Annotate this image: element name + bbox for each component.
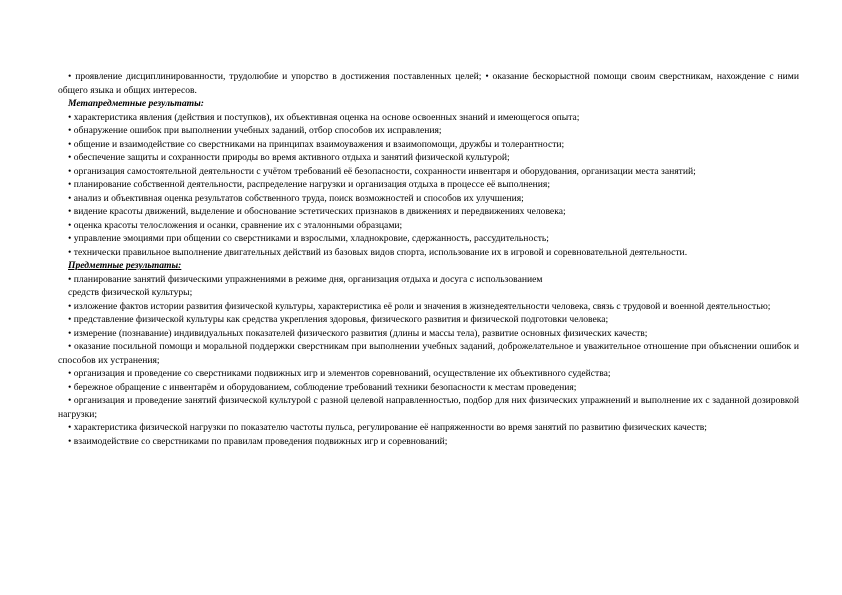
list-item: • представление физической культуры как средства укрепления здоровья, физического развития и физической подготовки человека; — [68, 314, 609, 325]
list-item: • анализ и объективная оценка результатов собственного труда, поиск возможностей и способов их улучшения; — [68, 192, 524, 204]
list-item: • оказание посильной помощи и моральной поддержки сверстникам при выполнении учебных заданий, доброжелательное и уважительное отношение при объяснении ошибок и способов их устранения; — [58, 341, 799, 366]
list-item: • бережное обращение с инвентарём и оборудованием, соблюдение требований техники безопасности к местам проведения; — [68, 381, 577, 393]
list-item: • оценка красоты телосложения и осанки, сравнение их с эталонными образцами; — [68, 219, 403, 231]
list-item: • организация и проведение занятий физической культурой с разной целевой направленностью, подбор для них физических упражнений и выполнение их с заданной дозировкой нагрузки; — [58, 395, 799, 420]
list-item: • технически правильное выполнение двигательных действий из базовых видов спорта, использование их в игровой и соревновательной деятельности. — [68, 246, 688, 258]
list-item: • организация самостоятельной деятельности с учётом требований её безопасности, сохранности инвентаря и оборудования, организации места занятий; — [68, 165, 696, 177]
list-item: • измерение (познавание) индивидуальных показателей физического развития (длины и массы тела), развитие основных физических качеств; — [68, 327, 648, 339]
list-item: • видение красоты движений, выделение и обоснование эстетических признаков в движениях и передвижениях человека; — [68, 206, 566, 217]
meta-results-heading: Метапредметные результаты: — [68, 98, 204, 109]
intro-paragraph: • проявление дисциплинированности, трудолюбие и упорство в достижения поставленных целей; • оказание бескорыстной помощи своим сверстникам, нахождение с ними общего языка и общих интересов. — [58, 71, 799, 96]
subject-results-heading: Предметные результаты: — [68, 260, 182, 271]
list-item: • характеристика физической нагрузки по показателю частоты пульса, регулирование её напряженности во время занятий по развитию физических качеств; — [68, 422, 707, 433]
list-item: • общение и взаимодействие со сверстниками на принципах взаимоуважения и взаимопомощи, дружбы и толерантности; — [68, 138, 565, 150]
list-item: • изложение фактов истории развития физической культуры, характеристика её роли и значения в жизнедеятельности человека, связь с трудовой и военной деятельностью; — [68, 300, 771, 312]
list-item-continuation: средств физической культуры; — [68, 287, 193, 298]
list-item: • управление эмоциями при общении со сверстниками и взрослыми, хладнокровие, сдержанность, рассудительность; — [68, 233, 549, 244]
list-item: • обеспечение защиты и сохранности природы во время активного отдыха и занятий физической культурой; — [68, 152, 510, 163]
document-page — [58, 70, 799, 448]
list-item: • характеристика явления (действия и поступков), их объективная оценка на основе освоенных знаний и имеющегося опыта; — [68, 111, 580, 123]
list-item: • взаимодействие со сверстниками по правилам проведения подвижных игр и соревнований; — [68, 435, 448, 447]
list-item: • организация и проведение со сверстниками подвижных игр и элементов соревнований, осуществление их объективного судейства; — [68, 368, 611, 379]
list-item: • планирование занятий физическими упражнениями в режиме дня, организация отдыха и досуга с использованием — [68, 273, 543, 285]
list-item: • планирование собственной деятельности, распределение нагрузки и организация отдыха в процессе её выполнения; — [68, 179, 550, 190]
list-item: • обнаружение ошибок при выполнении учебных заданий, отбор способов их исправления; — [68, 125, 442, 136]
